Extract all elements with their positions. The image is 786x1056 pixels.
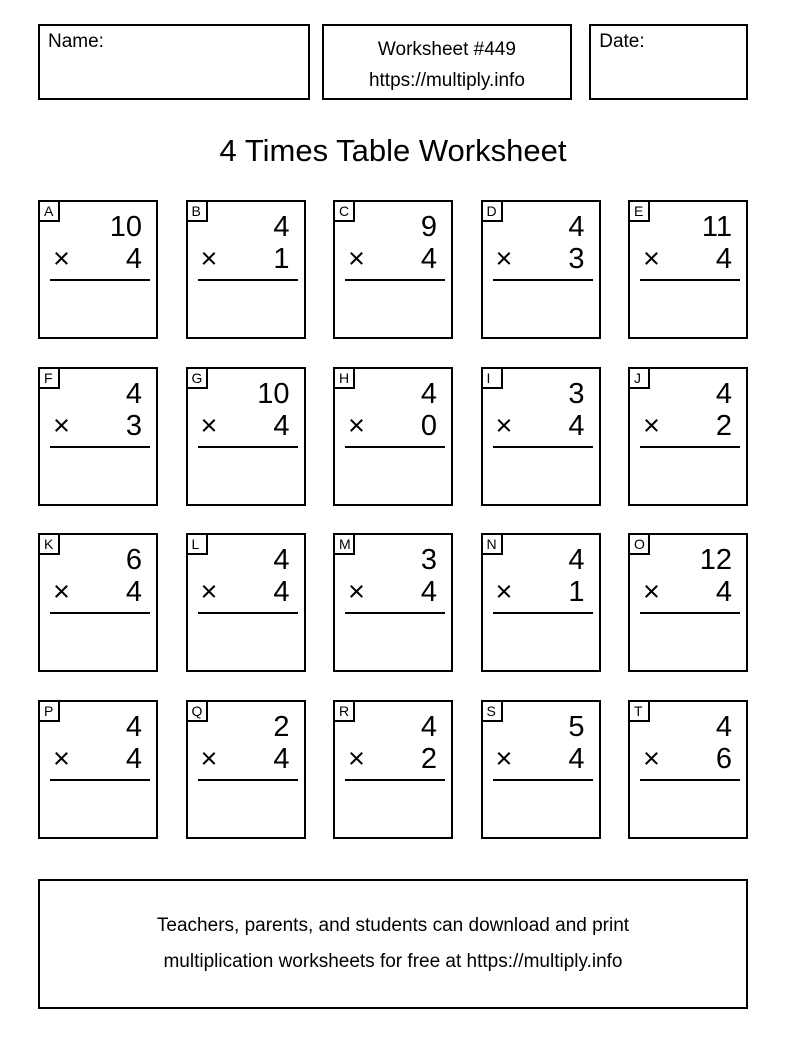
problem-letter-badge: C <box>333 200 355 222</box>
problem-letter-badge: R <box>333 700 355 722</box>
answer-line <box>640 446 740 448</box>
problem-letter-badge: G <box>186 367 208 389</box>
multiplicand: 11 <box>701 211 732 243</box>
times-sign: × <box>53 742 70 775</box>
multiplier-row <box>40 578 156 607</box>
times-sign: × <box>200 409 218 442</box>
problem-card <box>186 200 306 339</box>
multiplier: 3 <box>125 409 142 442</box>
multiplier-row <box>188 742 304 775</box>
problem-letter-badge: B <box>186 200 208 222</box>
multiplier: 4 <box>125 243 142 275</box>
problem-letter-badge: P <box>38 700 60 722</box>
multiplier: 1 <box>568 576 585 608</box>
multiplier-row <box>630 742 746 775</box>
multiplicand: 4 <box>420 710 437 743</box>
multiplier: 4 <box>715 576 732 608</box>
multiplicand: 4 <box>125 377 142 410</box>
answer-line <box>493 279 593 281</box>
multiplier: 4 <box>568 409 585 442</box>
worksheet-info-box <box>322 24 573 100</box>
multiplier-row <box>630 409 746 442</box>
multiplier-row <box>188 245 304 274</box>
worksheet-number: Worksheet #449 <box>377 39 516 60</box>
multiplier: 4 <box>125 576 142 608</box>
times-sign: × <box>200 576 218 608</box>
footer-box <box>38 879 748 1009</box>
answer-line <box>198 446 298 448</box>
multiplier-row <box>335 245 451 274</box>
times-sign: × <box>348 576 365 608</box>
multiplicand: 9 <box>420 211 437 243</box>
answer-line <box>493 612 593 614</box>
times-sign: × <box>348 243 365 275</box>
name-field-box <box>38 24 310 100</box>
answer-line <box>50 446 150 448</box>
multiplier: 1 <box>273 243 290 275</box>
multiplier-row <box>335 742 451 775</box>
multiplier-row <box>335 578 451 607</box>
multiplicand: 10 <box>109 211 142 243</box>
times-sign: × <box>348 742 365 775</box>
multiplier: 4 <box>125 742 142 775</box>
answer-line <box>198 779 298 781</box>
problem-card <box>186 700 306 839</box>
answer-line <box>640 779 740 781</box>
date-label: Date: <box>599 31 645 52</box>
problem-letter-badge: H <box>333 367 355 389</box>
multiplier: 4 <box>420 576 437 608</box>
multiplier-row <box>630 245 746 274</box>
footer-line-2: multiplication worksheets for free at https://multiply.info <box>163 950 623 972</box>
multiplicand: 4 <box>420 377 437 410</box>
multiplicand: 12 <box>699 544 732 576</box>
problem-card <box>186 533 306 672</box>
times-sign: × <box>53 243 70 275</box>
answer-line <box>640 279 740 281</box>
multiplier-row <box>483 742 599 775</box>
multiplier: 2 <box>420 742 437 775</box>
multiplier: 4 <box>273 742 290 775</box>
times-sign: × <box>643 243 660 275</box>
problem-card <box>333 533 453 672</box>
answer-line <box>50 779 150 781</box>
answer-line <box>198 279 298 281</box>
answer-line <box>345 779 445 781</box>
multiplier-row <box>335 409 451 442</box>
multiplicand: 4 <box>715 377 732 410</box>
multiplier-row <box>483 245 599 274</box>
problem-letter-badge: J <box>628 367 650 389</box>
problem-card <box>333 700 453 839</box>
problem-card <box>38 200 158 339</box>
problem-letter-badge: A <box>38 200 60 222</box>
multiplier: 4 <box>568 742 585 775</box>
multiplier-row <box>40 245 156 274</box>
answer-line <box>345 279 445 281</box>
times-sign: × <box>495 576 513 608</box>
times-sign: × <box>200 742 218 775</box>
multiplier-row <box>40 742 156 775</box>
multiplier: 4 <box>273 409 290 442</box>
multiplier: 6 <box>715 742 732 775</box>
problem-card <box>481 533 601 672</box>
multiplicand: 3 <box>420 544 437 576</box>
multiplier: 4 <box>420 243 437 275</box>
problem-letter-badge: K <box>38 533 60 555</box>
name-label: Name: <box>48 31 104 52</box>
multiplier-row <box>483 578 599 607</box>
problem-card <box>186 367 306 506</box>
multiplicand: 3 <box>568 377 585 410</box>
problem-letter-badge: I <box>481 367 503 389</box>
footer-line-1: Teachers, parents, and students can download and print <box>156 914 630 936</box>
problem-card <box>628 700 748 839</box>
problem-letter-badge: F <box>38 367 60 389</box>
multiplicand: 4 <box>273 211 290 243</box>
multiplicand: 4 <box>568 211 585 243</box>
problem-card <box>628 200 748 339</box>
problem-letter-badge: M <box>333 533 355 555</box>
multiplier-row <box>483 409 599 442</box>
header-row <box>38 24 748 100</box>
multiplicand: 4 <box>273 544 290 576</box>
answer-line <box>640 612 740 614</box>
multiplier-row <box>40 409 156 442</box>
problem-card <box>333 367 453 506</box>
times-sign: × <box>53 576 70 608</box>
times-sign: × <box>643 742 660 775</box>
multiplicand: 4 <box>568 544 585 576</box>
worksheet-url: https://multiply.info <box>368 70 525 91</box>
multiplier: 4 <box>273 576 290 608</box>
multiplicand: 5 <box>568 710 585 743</box>
multiplier: 0 <box>420 409 437 442</box>
problem-letter-badge: S <box>481 700 503 722</box>
answer-line <box>493 446 593 448</box>
times-sign: × <box>643 409 660 442</box>
multiplier: 2 <box>715 409 732 442</box>
multiplicand: 2 <box>273 710 290 743</box>
problem-card <box>38 367 158 506</box>
answer-line <box>493 779 593 781</box>
times-sign: × <box>53 409 70 442</box>
problem-letter-badge: N <box>481 533 503 555</box>
answer-line <box>50 612 150 614</box>
times-sign: × <box>495 243 513 275</box>
problem-card <box>481 700 601 839</box>
problem-card <box>38 533 158 672</box>
problem-letter-badge: L <box>186 533 208 555</box>
problem-card <box>38 700 158 839</box>
answer-line <box>198 612 298 614</box>
multiplicand: 10 <box>257 377 290 410</box>
times-sign: × <box>348 409 365 442</box>
multiplier-row <box>188 578 304 607</box>
problem-letter-badge: E <box>628 200 650 222</box>
date-field-box <box>589 24 748 100</box>
problem-card <box>628 533 748 672</box>
answer-line <box>345 612 445 614</box>
problem-letter-badge: O <box>628 533 650 555</box>
multiplier-row <box>630 578 746 607</box>
multiplicand: 4 <box>715 710 732 743</box>
answer-line <box>50 279 150 281</box>
problem-card <box>628 367 748 506</box>
answer-line <box>345 446 445 448</box>
problem-letter-badge: T <box>628 700 650 722</box>
times-sign: × <box>643 576 660 608</box>
multiplicand: 6 <box>125 544 142 576</box>
multiplier-row <box>188 409 304 442</box>
problems-grid <box>38 200 748 839</box>
problem-letter-badge: D <box>481 200 503 222</box>
problem-letter-badge: Q <box>186 700 208 722</box>
problem-card <box>481 367 601 506</box>
page-title: 4 Times Table Worksheet <box>219 133 567 168</box>
problem-card <box>333 200 453 339</box>
multiplier: 3 <box>568 243 585 275</box>
times-sign: × <box>495 409 513 442</box>
times-sign: × <box>200 243 218 275</box>
problem-card <box>481 200 601 339</box>
times-sign: × <box>495 742 513 775</box>
multiplier: 4 <box>715 243 732 275</box>
multiplicand: 4 <box>125 710 142 743</box>
